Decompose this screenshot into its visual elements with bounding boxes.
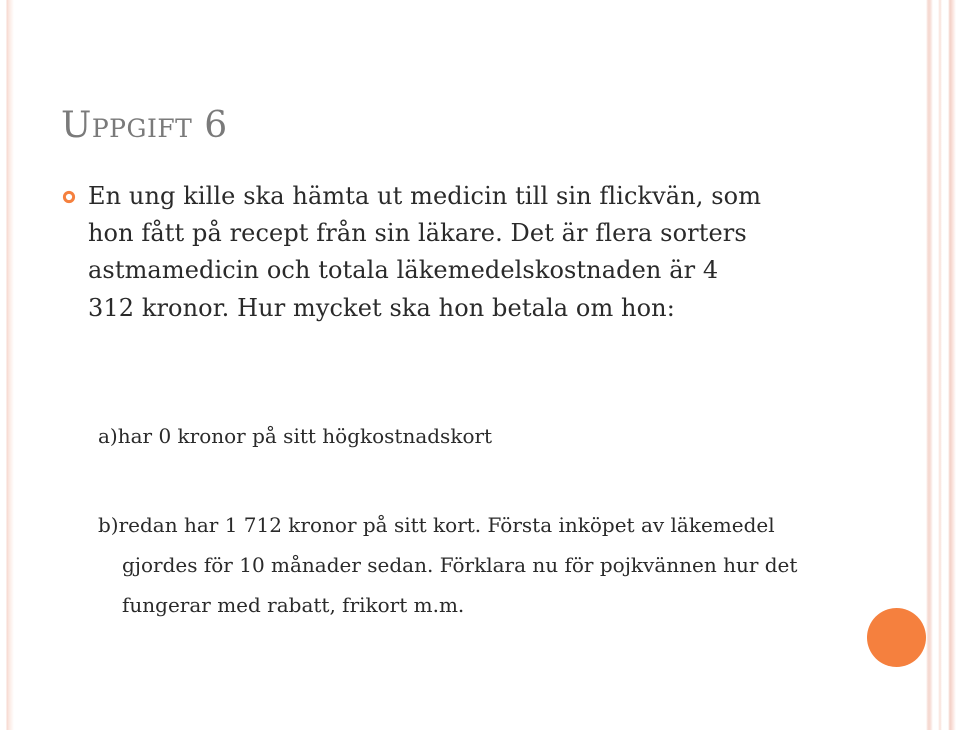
slide-title: Uppgift 6 [61, 105, 228, 146]
orange-circle-decoration [867, 608, 926, 667]
question-a: a)har 0 kronor på sitt högkostnadskort [98, 424, 493, 448]
right-decorative-border [926, 0, 960, 730]
left-decorative-border [0, 0, 14, 730]
question-b: b)redan har 1 712 kronor på sitt kort. Första inköpet av läkemedel gjordes för 10 månader sedan. Förklara nu för pojkvännen hur det fungerar med rabatt, frikort m.m. [98, 513, 798, 617]
task-description: En ung kille ska hämta ut medicin till sin flickvän, som hon fått på recept från sin läkare. Det är flera sorters astmamedicin och totala läkemedelskostnaden är 4 312 kronor. Hur mycket ska hon betala om hon: [88, 182, 762, 322]
ring-bullet-icon [62, 190, 76, 204]
